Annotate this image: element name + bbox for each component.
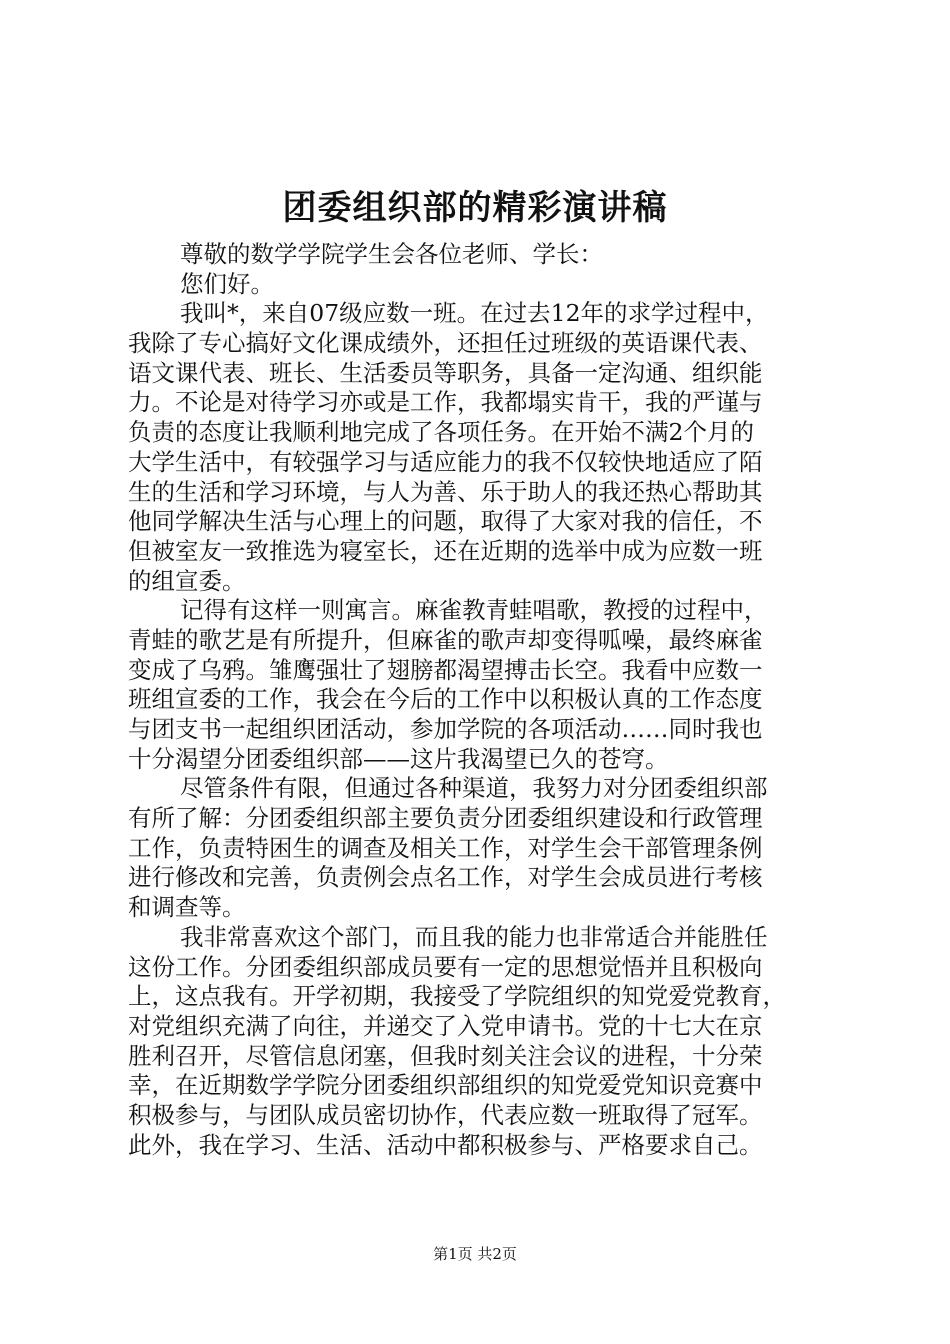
text-line: 有所了解：分团委组织部主要负责分团委组织建设和行政管理 (128, 804, 763, 833)
text-line: 他同学解决生活与心理上的问题，取得了大家对我的信任，不 (128, 507, 763, 536)
text-line: 我非常喜欢这个部门，而且我的能力也非常适合并能胜任 (180, 922, 768, 951)
text-line: 这份工作。分团委组织部成员要有一定的思想觉悟并且积极向 (128, 952, 763, 981)
text-line: 尊敬的数学学院学生会各位老师、学长： (180, 240, 603, 268)
text-line: 大学生活中，有较强学习与适应能力的我不仅较快地适应了陌 (128, 447, 763, 476)
document-title: 团委组织部的精彩演讲稿 (282, 188, 668, 228)
text-line: 积极参与，与团队成员密切协作，代表应数一班取得了冠军。 (128, 1100, 763, 1129)
text-line: 语文课代表、班长、生活委员等职务，具备一定沟通、组织能 (128, 358, 763, 387)
text-line: 上，这点我有。开学初期，我接受了学院组织的知党爱党教育， (128, 982, 786, 1011)
text-line: 班组宣委的工作，我会在今后的工作中以积极认真的工作态度 (128, 685, 763, 714)
text-line: 力。不论是对待学习亦或是工作，我都塌实肯干，我的严谨与 (128, 388, 763, 417)
text-line: 幸，在近期数学学院分团委组织部组织的知党爱党知识竞赛中 (128, 1071, 763, 1100)
text-line: 您们好。 (180, 269, 274, 298)
text-line: 生的生活和学习环境，与人为善、乐于助人的我还热心帮助其 (128, 477, 763, 506)
text-line: 记得有这样一则寓言。麻雀教青蛙唱歌，教授的过程中， (180, 596, 768, 625)
text-line: 与团支书一起组织团活动，参加学院的各项活动……同时我也 (128, 715, 763, 743)
text-line: 进行修改和完善，负责例会点名工作，对学生会成员进行考核 (128, 863, 763, 892)
text-line: 变成了乌鸦。雏鹰强壮了翅膀都渴望搏击长空。我看中应数一 (128, 655, 763, 684)
text-line: 工作，负责特困生的调查及相关工作，对学生会干部管理条例 (128, 833, 763, 862)
text-line: 对党组织充满了向往，并递交了入党申请书。党的十七大在京 (128, 1011, 763, 1040)
text-line: 我叫*，来自07级应数一班。在过去12年的求学过程中， (180, 299, 769, 328)
text-line: 的组宣委。 (128, 566, 246, 595)
page-footer: 第1页 共2页 (433, 1245, 517, 1263)
text-line: 十分渴望分团委组织部——这片我渴望已久的苍穹。 (128, 744, 669, 773)
document-body (128, 240, 834, 1160)
text-line: 青蛙的歌艺是有所提升，但麻雀的歌声却变得呱噪，最终麻雀 (128, 625, 763, 654)
text-line: 尽管条件有限，但通过各种渠道，我努力对分团委组织部 (180, 774, 768, 803)
text-line: 我除了专心搞好文化课成绩外，还担任过班级的英语课代表、 (128, 329, 763, 358)
text-line: 但被室友一致推选为寝室长，还在近期的选举中成为应数一班 (128, 536, 763, 565)
text-line: 胜利召开，尽管信息闭塞，但我时刻关注会议的进程，十分荣 (128, 1041, 763, 1070)
text-line: 和调查等。 (128, 893, 246, 922)
text-line: 此外，我在学习、生活、活动中都积极参与、严格要求自己。 (128, 1130, 763, 1159)
text-line: 负责的态度让我顺利地完成了各项任务。在开始不满2个月的 (128, 418, 754, 447)
